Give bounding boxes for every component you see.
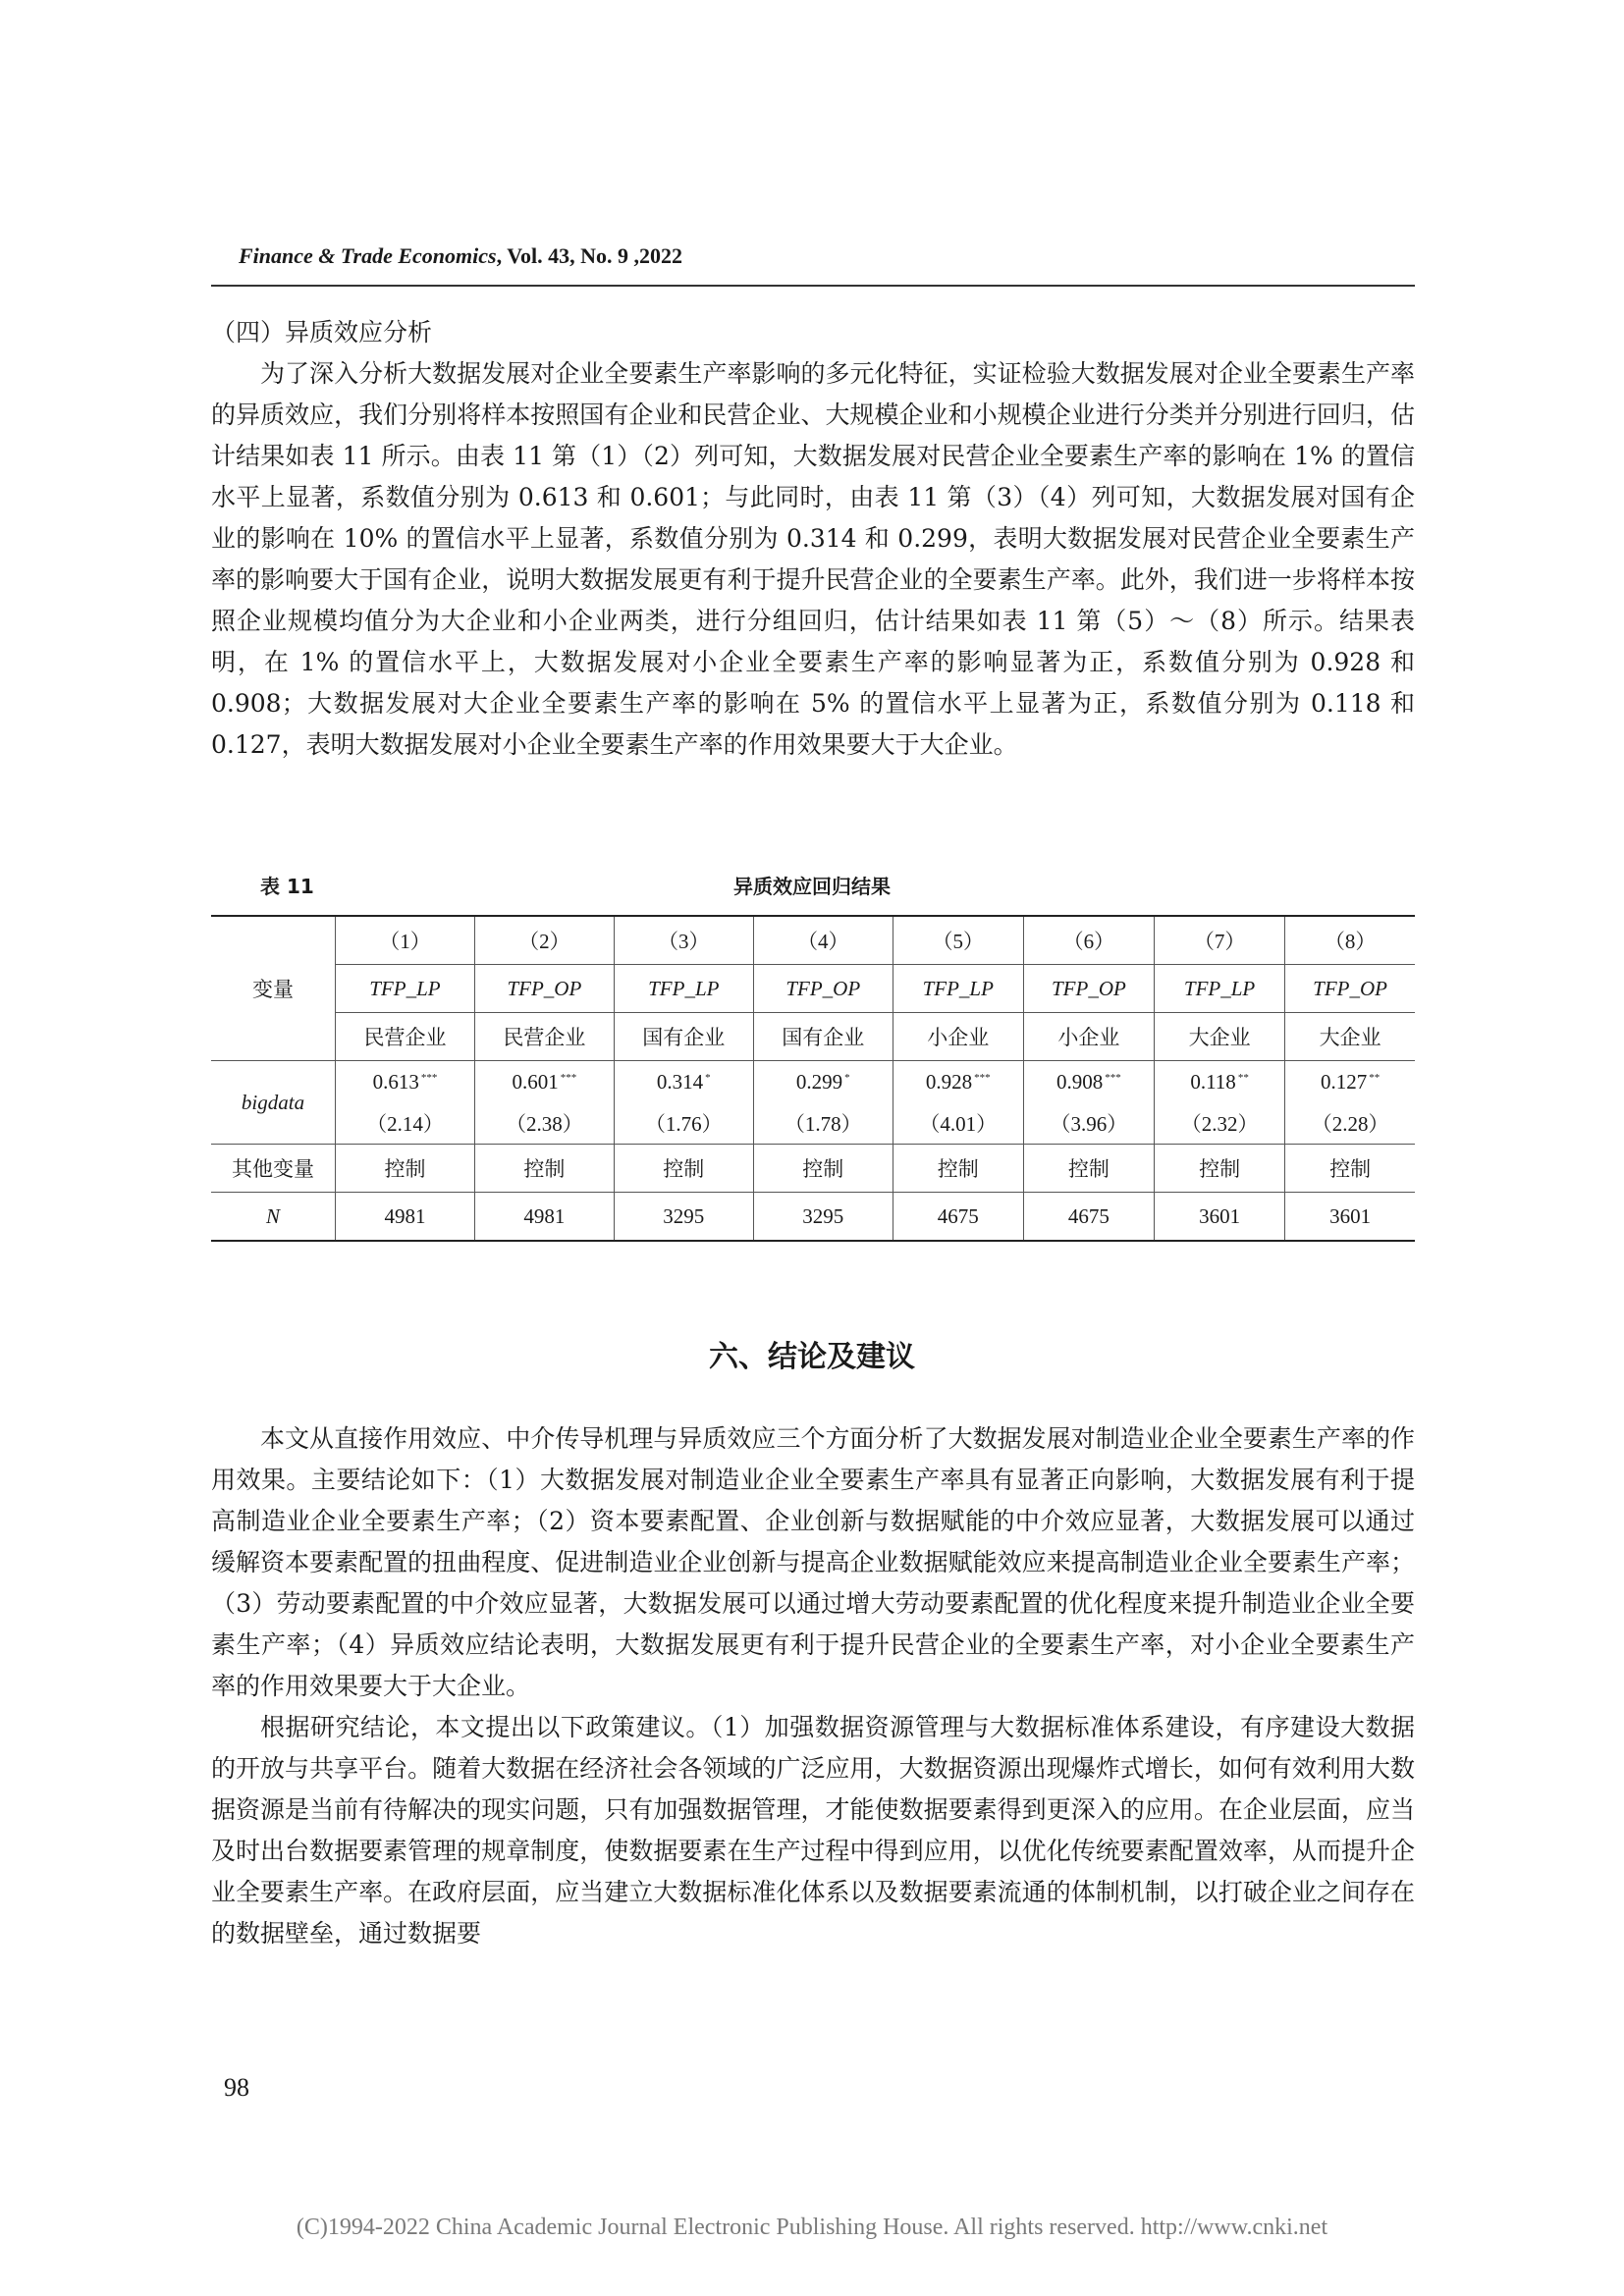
table-row	[211, 1145, 1415, 1193]
control-cell: 控制	[614, 1145, 753, 1193]
n-cell: 4981	[474, 1193, 614, 1242]
header-rule	[211, 285, 1415, 287]
coef-cell: 0.299 *	[753, 1061, 893, 1103]
t-stat: （4.01）	[893, 1102, 1023, 1145]
table-label: 表 11	[260, 875, 314, 898]
dep-var: TFP_LP	[1155, 965, 1285, 1013]
table-title: 异质效应回归结果	[733, 875, 891, 898]
issue-info: , Vol. 43, No. 9 ,2022	[496, 243, 683, 268]
table-row	[211, 1013, 1415, 1061]
sample-group: 民营企业	[474, 1013, 614, 1061]
results-table	[211, 915, 1415, 1242]
col-num: （8）	[1285, 916, 1415, 965]
control-cell: 控制	[1155, 1145, 1285, 1193]
var-header: 变量	[211, 916, 336, 1061]
table-row	[211, 965, 1415, 1013]
t-stat: （2.32）	[1155, 1102, 1285, 1145]
coef-cell: 0.127 **	[1285, 1061, 1415, 1103]
col-num: （6）	[1023, 916, 1154, 965]
coef-cell: 0.314 *	[614, 1061, 753, 1103]
sample-group: 国有企业	[614, 1013, 753, 1061]
other-vars-label: 其他变量	[211, 1145, 336, 1193]
control-cell: 控制	[1285, 1145, 1415, 1193]
dep-var: TFP_LP	[893, 965, 1023, 1013]
n-cell: 4981	[336, 1193, 475, 1242]
col-num: （4）	[753, 916, 893, 965]
paragraph: 为了深入分析大数据发展对企业全要素生产率影响的多元化特征，实证检验大数据发展对企业全要素生产率的异质效应，我们分别将样本按照国有企业和民营企业、大规模企业和小规模企业进行分类并分别进行回归，估计结果如表 11 所示。由表 11 第（1）（2）列可知，大数据发展对民营企业全要素生产率的影响在 1% 的置信水平上显著，系数值分别为 0.613 和 0.601；与此同时，由表 11 第（3）（4）列可知，大数据发展对国有企业的影响在 10% 的置信水平上显著，系数值分别为 0.314 和 0.299，表明大数据发展对民营企业全要素生产率的影响要大于国有企业，说明大数据发展更有利于提升民营企业的全要素生产率。此外，我们进一步将样本按照企业规模均值分为大企业和小企业两类，进行分组回归，估计结果如表 11 第（5）～（8）所示。结果表明，在 1% 的置信水平上，大数据发展对小企业全要素生产率的影响显著为正，系数值分别为 0.928 和 0.908；大数据发展对大企业全要素生产率的影响在 5% 的置信水平上显著为正，系数值分别为 0.118 和 0.127，表明大数据发展对小企业全要素生产率的作用效果要大于大企业。	[211, 359, 1415, 759]
table-row	[211, 1102, 1415, 1145]
t-stat: （2.38）	[474, 1102, 614, 1145]
col-num: （2）	[474, 916, 614, 965]
coef-cell: 0.118 **	[1155, 1061, 1285, 1103]
journal-name: Finance & Trade Economics	[239, 243, 497, 268]
dep-var: TFP_LP	[336, 965, 475, 1013]
table-row	[211, 1193, 1415, 1242]
control-cell: 控制	[893, 1145, 1023, 1193]
table-row	[211, 916, 1415, 965]
subsection-heading: （四）异质效应分析	[211, 318, 433, 347]
paragraph: 本文从直接作用效应、中介传导机理与异质效应三个方面分析了大数据发展对制造业企业全要素生产率的作用效果。主要结论如下：（1）大数据发展对制造业企业全要素生产率具有显著正向影响，大数据发展有利于提高制造业企业全要素生产率；（2）资本要素配置、企业创新与数据赋能的中介效应显著，大数据发展可以通过缓解资本要素配置的扭曲程度、促进制造业企业创新与提高企业数据赋能效应来提高制造业企业全要素生产率；（3）劳动要素配置的中介效应显著，大数据发展可以通过增大劳动要素配置的优化程度来提升制造业企业全要素生产率；（4）异质效应结论表明，大数据发展更有利于提升民营企业的全要素生产率，对小企业全要素生产率的作用效果要大于大企业。	[211, 1424, 1415, 1700]
table-row	[211, 1061, 1415, 1103]
sample-group: 民营企业	[336, 1013, 475, 1061]
control-cell: 控制	[1023, 1145, 1154, 1193]
t-stat: （1.76）	[614, 1102, 753, 1145]
control-cell: 控制	[336, 1145, 475, 1193]
col-num: （7）	[1155, 916, 1285, 965]
n-cell: 4675	[1023, 1193, 1154, 1242]
sample-group: 小企业	[1023, 1013, 1154, 1061]
dep-var: TFP_OP	[1285, 965, 1415, 1013]
section-6-body	[211, 1418, 1415, 1954]
dep-var: TFP_LP	[614, 965, 753, 1013]
sample-group: 大企业	[1285, 1013, 1415, 1061]
coef-cell: 0.928 ***	[893, 1061, 1023, 1103]
dep-var: TFP_OP	[753, 965, 893, 1013]
n-cell: 3601	[1285, 1193, 1415, 1242]
section-4	[211, 312, 1415, 766]
n-cell: 3295	[614, 1193, 753, 1242]
control-cell: 控制	[753, 1145, 893, 1193]
running-header	[239, 243, 682, 269]
sample-group: 小企业	[893, 1013, 1023, 1061]
t-stat: （1.78）	[753, 1102, 893, 1145]
t-stat: （3.96）	[1023, 1102, 1154, 1145]
n-cell: 4675	[893, 1193, 1023, 1242]
coef-cell: 0.908 ***	[1023, 1061, 1154, 1103]
col-num: （3）	[614, 916, 753, 965]
paragraph: 根据研究结论，本文提出以下政策建议。（1）加强数据资源管理与大数据标准体系建设，有序建设大数据的开放与共享平台。随着大数据在经济社会各领域的广泛应用，大数据资源出现爆炸式增长，如何有效利用大数据资源是当前有待解决的现实问题，只有加强数据管理，才能使数据要素得到更深入的应用。在企业层面，应当及时出台数据要素管理的规章制度，使数据要素在生产过程中得到应用，以优化传统要素配置效率，从而提升企业全要素生产率。在政府层面，应当建立大数据标准化体系以及数据要素流通的体制机制，以打破企业之间存在的数据壁垒，通过数据要	[211, 1713, 1415, 1948]
coef-cell: 0.601 ***	[474, 1061, 614, 1103]
dep-var: TFP_OP	[1023, 965, 1154, 1013]
page-number: 98	[224, 2073, 249, 2102]
coef-cell: 0.613 ***	[336, 1061, 475, 1103]
sample-group: 国有企业	[753, 1013, 893, 1061]
control-cell: 控制	[474, 1145, 614, 1193]
t-stat: （2.28）	[1285, 1102, 1415, 1145]
col-num: （5）	[893, 916, 1023, 965]
n-cell: 3295	[753, 1193, 893, 1242]
sample-group: 大企业	[1155, 1013, 1285, 1061]
copyright-footer: (C)1994-2022 China Academic Journal Electronic Publishing House. All rights reserved. http://www.cnki.net	[296, 2215, 1328, 2240]
n-cell: 3601	[1155, 1193, 1285, 1242]
t-stat: （2.14）	[336, 1102, 475, 1145]
section-title: 六、结论及建议	[709, 1340, 915, 1374]
n-label: N	[211, 1193, 336, 1242]
col-num: （1）	[336, 916, 475, 965]
bigdata-label: bigdata	[211, 1061, 336, 1145]
dep-var: TFP_OP	[474, 965, 614, 1013]
